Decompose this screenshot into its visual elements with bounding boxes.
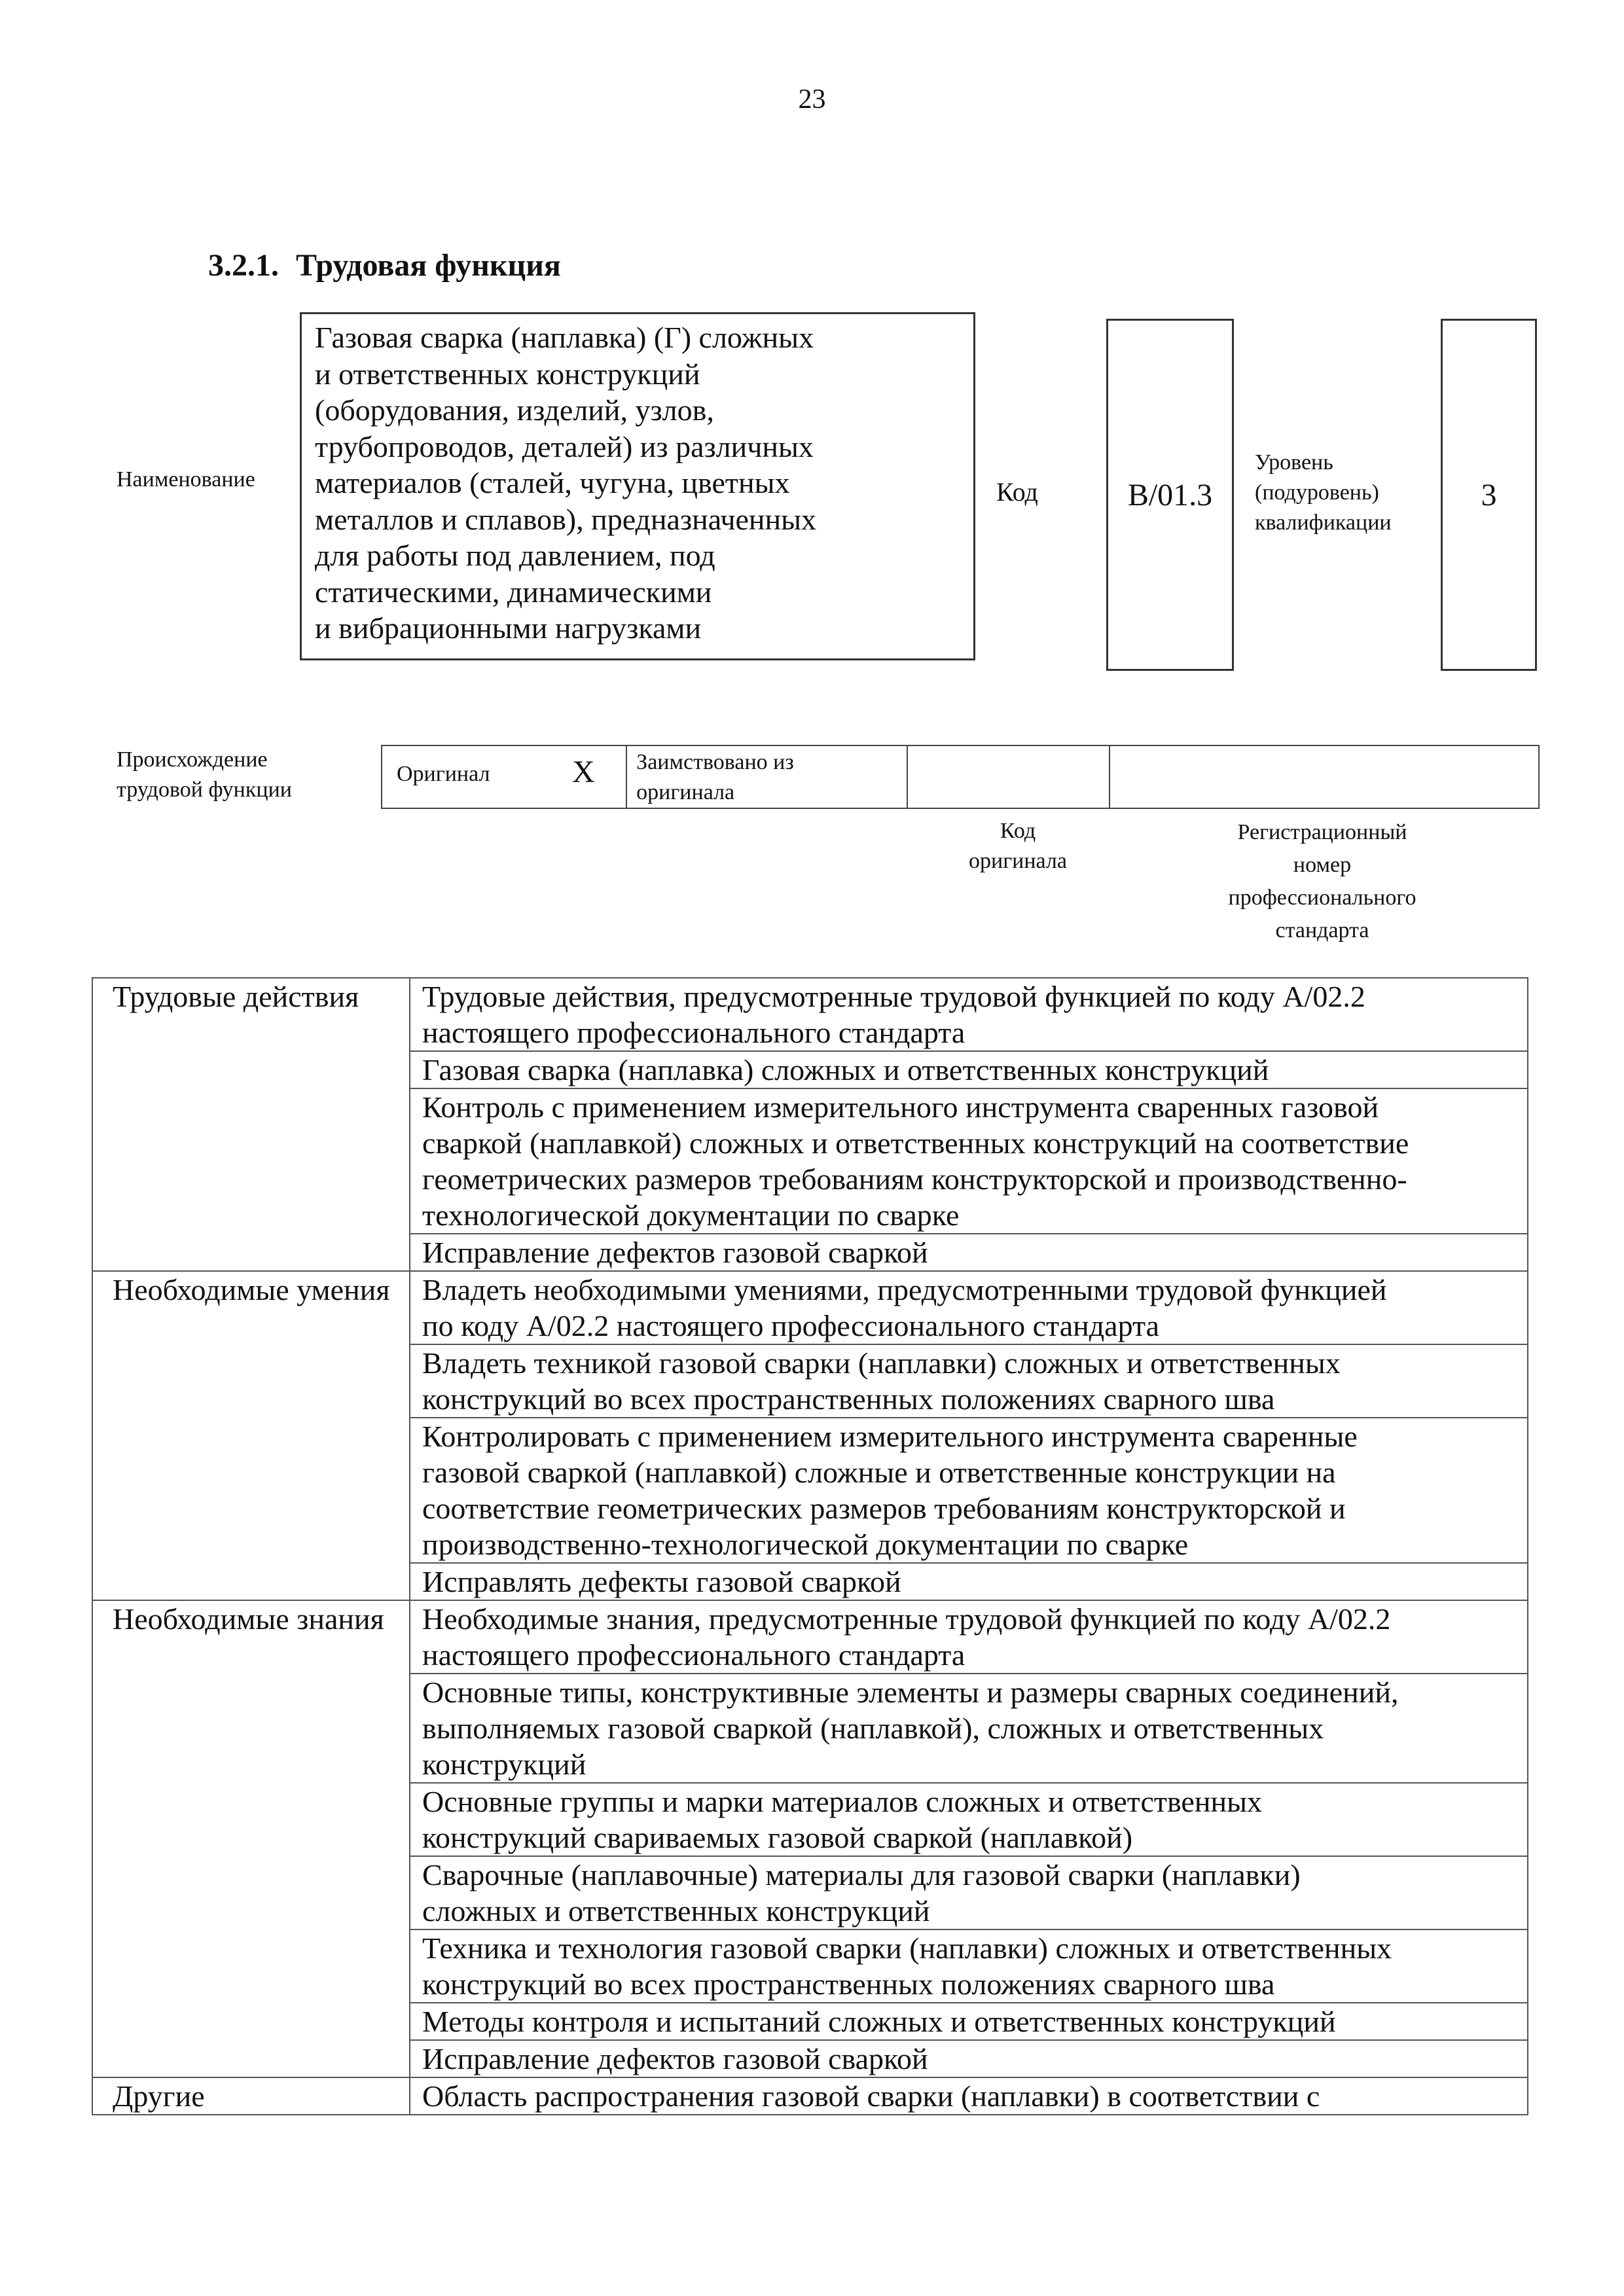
category-cell: Необходимые умения (92, 1271, 410, 1600)
table-row (92, 1271, 1528, 1344)
item-line: по коду А/02.2 настоящего профессионального стандарта (422, 1309, 1160, 1342)
origin-label (117, 745, 292, 805)
item-cell (410, 1563, 1528, 1600)
registration-caption-line: Регистрационный (1237, 820, 1407, 844)
item-line: геометрических размеров требованиям конструкторской и производственно- (422, 1162, 1407, 1196)
borrowed-cell (627, 746, 908, 808)
item-line: Газовая сварка (наплавка) сложных и ответственных конструкций (422, 1053, 1269, 1086)
table-row (92, 1600, 1528, 1674)
name-label: Наименование (117, 467, 255, 492)
item-cell (410, 1783, 1528, 1856)
category-cell: Другие (92, 2077, 410, 2115)
item-cell (410, 1088, 1528, 1234)
borrowed-label (636, 747, 794, 808)
function-name-line: Газовая сварка (наплавка) (Г) сложных (315, 321, 814, 354)
category-cell: Трудовые действия (92, 978, 410, 1271)
item-cell (410, 1600, 1528, 1674)
item-line: Контроль с применением измерительного инструмента сваренных газовой (422, 1090, 1379, 1124)
item-cell (410, 1929, 1528, 2003)
level-box (1441, 319, 1537, 671)
item-line: Необходимые знания, предусмотренные трудовой функцией по коду А/02.2 (422, 1602, 1391, 1636)
item-line: Основные группы и марки материалов сложных и ответственных (422, 1785, 1262, 1818)
registration-caption-line: стандарта (1275, 918, 1369, 942)
item-cell (410, 2003, 1528, 2040)
registration-caption-line: профессионального (1228, 886, 1416, 910)
item-cell (410, 1344, 1528, 1418)
borrowed-label-line: оригинала (636, 780, 735, 804)
origin-label-line: трудовой функции (117, 778, 292, 802)
item-cell (410, 1234, 1528, 1271)
item-line: Исправление дефектов газовой сваркой (422, 1236, 928, 1269)
item-line: Трудовые действия, предусмотренные трудовой функцией по коду А/02.2 (422, 980, 1365, 1013)
item-line: выполняемых газовой сваркой (наплавкой), сложных и ответственных (422, 1712, 1324, 1745)
category-cell: Необходимые знания (92, 1600, 410, 2077)
item-line: газовой сваркой (наплавкой) сложные и ответственные конструкции на (422, 1456, 1336, 1489)
registration-number-cell (1110, 746, 1538, 808)
item-cell (410, 1418, 1528, 1563)
item-cell (410, 978, 1528, 1051)
level-value: 3 (1481, 477, 1497, 512)
item-line: технологической документации по сварке (422, 1198, 960, 1232)
item-line: соответствие геометрических размеров требованиям конструкторской и (422, 1492, 1346, 1525)
function-name-line: статическими, динамическими (315, 575, 712, 609)
page-number: 23 (798, 84, 826, 115)
function-name-line: и ответственных конструкций (315, 357, 700, 391)
item-line: Техника и технология газовой сварки (наплавки) сложных и ответственных (422, 1931, 1392, 1965)
registration-caption-line: номер (1293, 853, 1352, 877)
section-heading (208, 247, 561, 283)
item-cell (410, 1674, 1528, 1783)
code-box (1106, 319, 1234, 671)
registration-caption (1165, 816, 1479, 947)
original-code-cell (908, 746, 1110, 808)
item-line: конструкций во всех пространственных положениях сварного шва (422, 1967, 1275, 2001)
item-cell (410, 1271, 1528, 1344)
function-name-line: трубопроводов, деталей) из различных (315, 429, 814, 463)
original-cell (382, 746, 627, 808)
item-line: конструкций (422, 1748, 586, 1781)
item-cell (410, 1051, 1528, 1088)
item-line: Исправлять дефекты газовой сваркой (422, 1565, 901, 1598)
item-line: производственно-технологической документации по сварке (422, 1528, 1189, 1561)
function-name-box (300, 312, 975, 660)
table-row (92, 978, 1528, 1051)
code-caption (923, 816, 1113, 876)
item-line: Владеть необходимыми умениями, предусмотренными трудовой функцией (422, 1273, 1387, 1306)
item-line: Владеть техникой газовой сварки (наплавки) сложных и ответственных (422, 1346, 1341, 1380)
level-label-line: (подуровень) (1255, 480, 1379, 505)
original-mark: X (572, 755, 595, 789)
code-value: B/01.3 (1127, 477, 1213, 512)
item-line: Область распространения газовой сварки (наплавки) в соответствии с (422, 2079, 1320, 2113)
item-line: сваркой (наплавкой) сложных и ответственных конструкций на соответствие (422, 1126, 1409, 1160)
function-name-line: материалов (сталей, чугуна, цветных (315, 466, 790, 499)
item-cell (410, 2040, 1528, 2077)
function-name-line: металлов и сплавов), предназначенных (315, 502, 817, 536)
code-caption-line: оригинала (969, 849, 1067, 873)
item-line: Исправление дефектов газовой сваркой (422, 2042, 928, 2075)
borrowed-label-line: Заимствовано из (636, 750, 794, 774)
requirements-table (92, 977, 1528, 2115)
function-name-line: для работы под давлением, под (315, 539, 715, 572)
item-line: Контролировать с применением измерительного инструмента сваренные (422, 1420, 1358, 1453)
level-label (1255, 448, 1392, 538)
function-name-line: (оборудования, изделий, узлов, (315, 393, 714, 427)
item-line: Основные типы, конструктивные элементы и размеры сварных соединений, (422, 1676, 1399, 1709)
item-cell (410, 2077, 1528, 2115)
item-line: конструкций во всех пространственных положениях сварного шва (422, 1382, 1275, 1416)
code-caption-line: Код (1000, 819, 1036, 843)
section-title: Трудовая функция (296, 248, 561, 283)
item-line: конструкций свариваемых газовой сваркой (наплавкой) (422, 1821, 1133, 1854)
code-label: Код (996, 477, 1038, 507)
item-line: Методы контроля и испытаний сложных и ответственных конструкций (422, 2005, 1336, 2038)
item-line: Сварочные (наплавочные) материалы для газовой сварки (наплавки) (422, 1858, 1301, 1892)
table-row (92, 2077, 1528, 2115)
section-number: 3.2.1. (208, 248, 279, 283)
origin-label-line: Происхождение (117, 747, 268, 772)
function-name-line: и вибрационными нагрузками (315, 611, 702, 645)
origin-row (381, 745, 1540, 809)
item-cell (410, 1856, 1528, 1929)
level-label-line: Уровень (1255, 450, 1333, 475)
item-line: сложных и ответственных конструкций (422, 1894, 930, 1928)
original-label: Оригинал (397, 762, 490, 786)
level-label-line: квалификации (1255, 511, 1392, 535)
item-line: настоящего профессионального стандарта (422, 1638, 965, 1672)
item-line: настоящего профессионального стандарта (422, 1016, 965, 1049)
